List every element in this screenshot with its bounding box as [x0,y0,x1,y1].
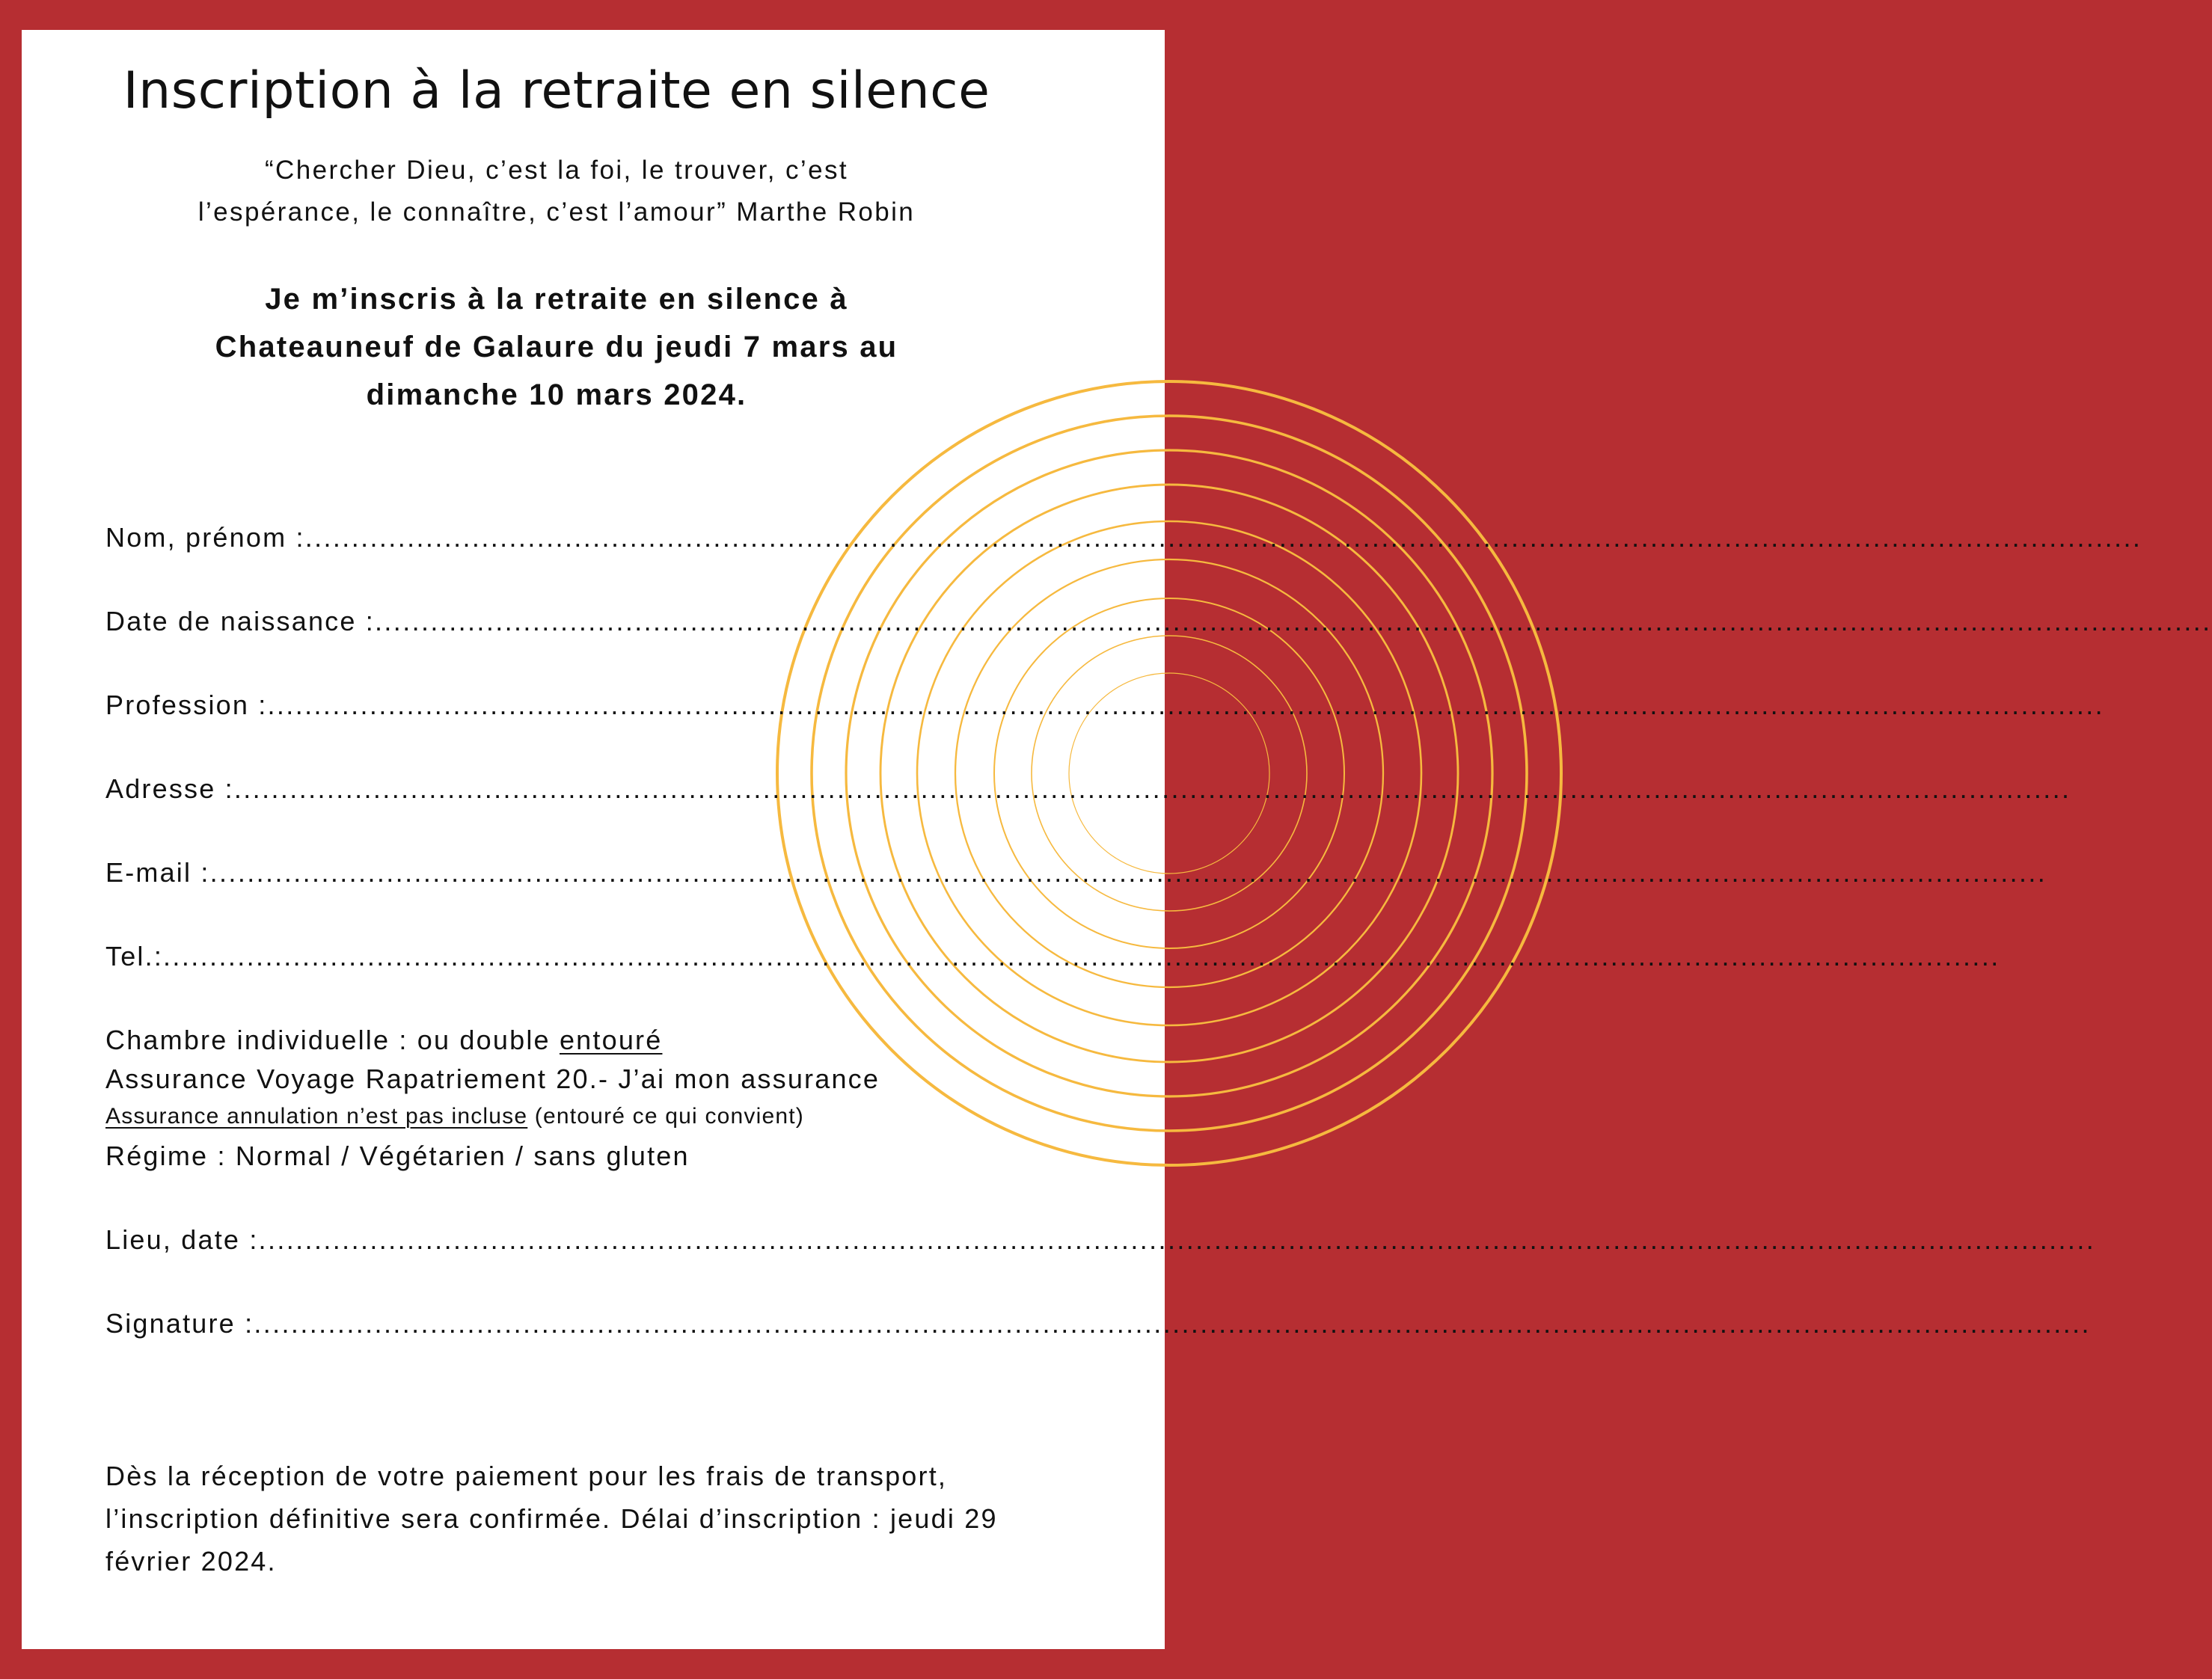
address-field-dotted-line[interactable]: ...................................................................................................................................................................................................... [233,773,2071,804]
signature-field-label: Signature : [105,1308,254,1339]
profession-field[interactable] [105,690,2105,721]
concentric-circles-ornament [22,30,1165,1649]
quote-block [22,150,1091,233]
email-field-dotted-line[interactable]: ...................................................................................................................................................................................................... [209,857,2047,888]
name-field[interactable] [105,522,2142,553]
place-date-field-label: Lieu, date : [105,1224,259,1255]
travel-insurance-line[interactable]: Assurance Voyage Rapatriement 20.- J’ai mon assurance [105,1063,880,1094]
phone-field-dotted-line[interactable]: ...................................................................................................................................................................................................... [163,941,2000,972]
email-field-label: E-mail : [105,857,210,888]
notice-line: l’inscription définitive sera confirmée. Délai d’inscription : jeudi 29 [105,1503,998,1534]
headline-line: dimanche 10 mars 2024. [366,378,747,411]
address-field[interactable] [105,773,2071,805]
name-field-label: Nom, prénom : [105,522,305,553]
cancellation-insurance-note: (entouré ce qui convient) [527,1104,804,1129]
place-date-field-dotted-line[interactable]: ...................................................................................................................................................................................................... [258,1224,2096,1255]
phone-field-label: Tel.: [105,941,164,972]
cancellation-insurance-line [105,1104,804,1129]
phone-field[interactable] [105,941,2000,972]
notice-line: Dès la réception de votre paiement pour les frais de transport, [105,1461,948,1491]
birthdate-field-label: Date de naissance : [105,606,375,636]
notice-line: février 2024. [105,1546,277,1577]
address-field-label: Adresse : [105,773,234,804]
profession-field-label: Profession : [105,690,268,720]
room-option-line[interactable] [105,1025,662,1056]
birthdate-field-dotted-line[interactable]: ...................................................................................................................................................................................................... [375,606,2212,636]
profession-field-dotted-line[interactable]: ...................................................................................................................................................................................................... [267,690,2105,720]
place-date-field[interactable] [105,1224,2096,1256]
confirmation-notice [105,1455,1123,1583]
quote-line: l’espérance, le connaître, c’est l’amour” Marthe Robin [197,197,916,227]
headline-line: Chateauneuf de Galaure du jeudi 7 mars au [215,331,898,363]
email-field[interactable] [105,857,2047,888]
room-option-text: Chambre individuelle : ou double [105,1025,560,1055]
signature-field[interactable] [105,1308,2091,1339]
birthdate-field[interactable] [105,606,2212,637]
registration-form-page [22,30,2212,1649]
registration-headline [22,275,1091,419]
room-option-underlined: entouré [559,1025,663,1055]
name-field-dotted-line[interactable]: ...................................................................................................................................................................................................... [304,522,2142,553]
signature-field-dotted-line[interactable]: ...................................................................................................................................................................................................... [254,1308,2091,1339]
headline-line: Je m’inscris à la retraite en silence à [265,283,848,316]
diet-option-line[interactable]: Régime : Normal / Végétarien / sans gluten [105,1141,690,1171]
page-title: Inscription à la retraite en silence [123,61,990,120]
quote-line: “Chercher Dieu, c’est la foi, le trouver, c’est [264,156,848,185]
cancellation-insurance-notice: Assurance annulation n’est pas incluse [105,1104,528,1129]
